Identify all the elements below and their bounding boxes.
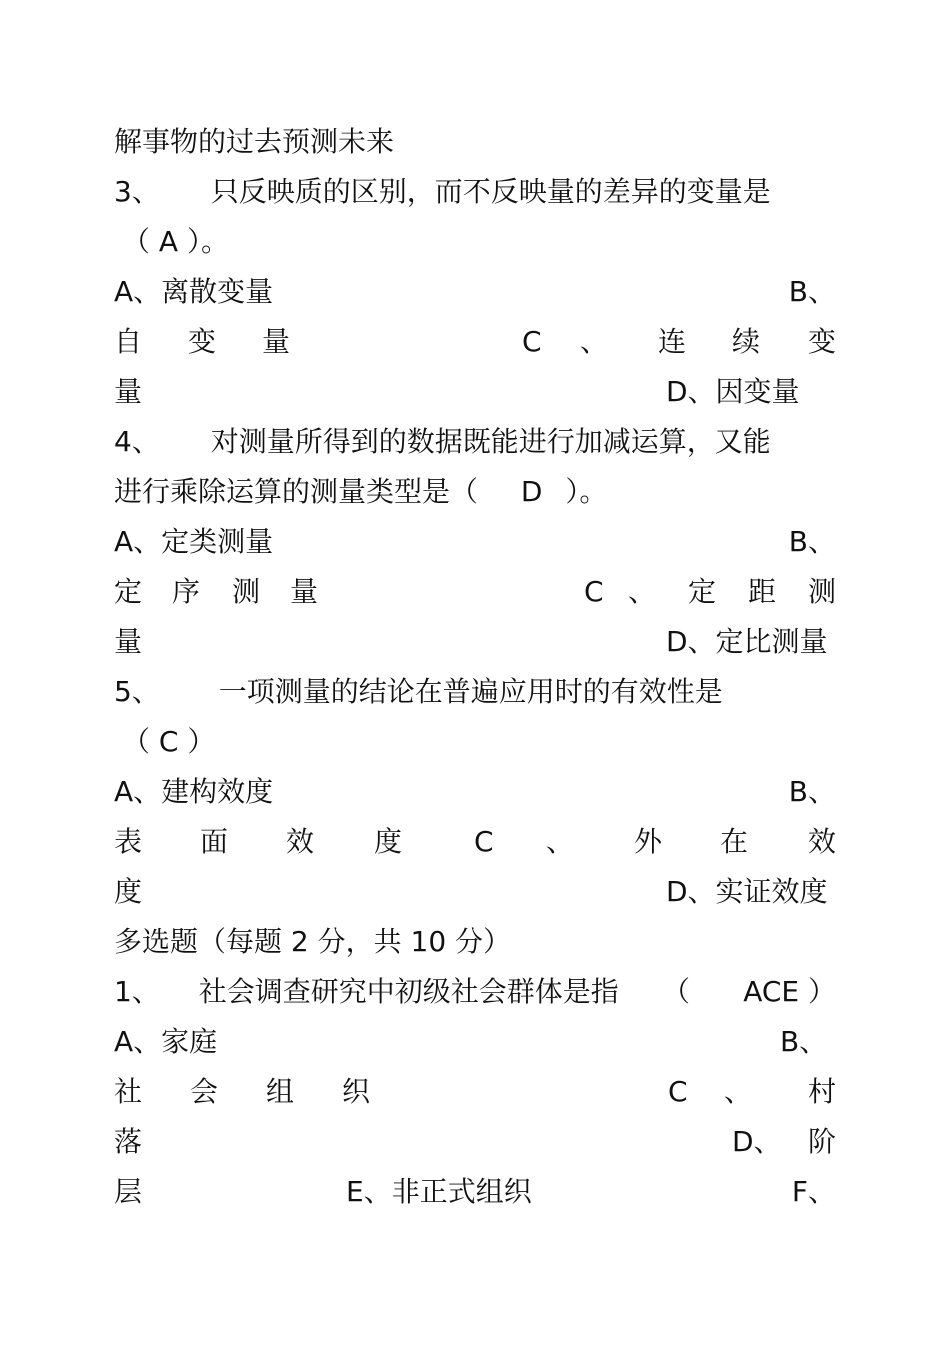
answer-open: （ (662, 975, 691, 1008)
option-b-char: 面 (200, 825, 229, 858)
option-c-label: C (584, 575, 604, 608)
answer: D (520, 475, 543, 508)
question-text: 社会调查研究中初级社会群体是指 (198, 975, 619, 1008)
answer-line (114, 722, 836, 762)
option-b-char: 度 (374, 825, 403, 858)
option-b-char: 序 (172, 575, 201, 608)
option-c-char: 定 (688, 575, 717, 608)
option-b-char: 自 (114, 325, 143, 358)
option-line (114, 272, 836, 312)
option-c-char: 、 (628, 575, 657, 608)
question-4-cont (114, 472, 836, 512)
question-text: 对测量所得到的数据既能进行加减运算，又能 (210, 425, 771, 458)
option-d: D、实证效度 (666, 875, 828, 908)
option-line (114, 1172, 836, 1212)
option-c-end: 落 (114, 1125, 143, 1158)
option-c-char: 外 (634, 825, 663, 858)
question-5 (114, 672, 836, 712)
question-4 (114, 422, 836, 462)
option-b-char: 变 (188, 325, 217, 358)
option-line (114, 622, 836, 662)
question-text: 进行乘除运算的测量类型是（ (114, 475, 479, 508)
option-c-char: 、 (724, 1075, 753, 1108)
question-text: 一项测量的结论在普遍应用时的有效性是 (218, 675, 723, 708)
option-c-char: 效 (808, 825, 837, 858)
option-c-label: C (668, 1075, 688, 1108)
option-a: A、建构效度 (114, 775, 274, 808)
option-c-char: 在 (720, 825, 749, 858)
option-d-char: 阶 (808, 1125, 837, 1158)
option-b-label: B、 (788, 525, 836, 558)
option-c-char: 测 (808, 575, 837, 608)
option-line (114, 772, 836, 812)
option-b-label: B、 (780, 1025, 828, 1058)
option-c-char: 连 (658, 325, 687, 358)
option-b-char: 定 (114, 575, 143, 608)
option-line (114, 822, 836, 862)
option-d-label: D、 (732, 1125, 782, 1158)
option-c-char: 续 (732, 325, 761, 358)
answer: （ C ） (122, 725, 216, 758)
option-b-char: 表 (114, 825, 143, 858)
option-b-char: 织 (342, 1075, 371, 1108)
option-b-char: 组 (266, 1075, 295, 1108)
option-b-char: 测 (232, 575, 261, 608)
option-a: A、定类测量 (114, 525, 274, 558)
answer: （ A ）。 (122, 225, 229, 258)
section-heading (114, 922, 836, 962)
question-number: 3、 (114, 175, 160, 208)
question-3 (114, 172, 836, 212)
option-b-char: 社 (114, 1075, 143, 1108)
option-c-end: 量 (114, 625, 143, 658)
answer-line (114, 222, 836, 262)
option-a: A、家庭 (114, 1025, 218, 1058)
option-line (114, 372, 836, 412)
option-c-end: 量 (114, 375, 143, 408)
option-c-char: 村 (808, 1075, 837, 1108)
option-line (114, 872, 836, 912)
option-e: E、非正式组织 (346, 1175, 532, 1208)
option-line (114, 1122, 836, 1162)
option-line (114, 322, 836, 362)
option-b-char: 量 (262, 325, 291, 358)
option-c-char: 距 (748, 575, 777, 608)
paragraph-text: 解事物的过去预测未来 (114, 125, 395, 158)
section-title: 多选题（每题 2 分，共 10 分） (114, 925, 512, 958)
option-b-char: 效 (286, 825, 315, 858)
option-c-end: 度 (114, 875, 143, 908)
option-b-label: B、 (788, 775, 836, 808)
option-f-label: F、 (791, 1175, 836, 1208)
option-c-label: C (522, 325, 542, 358)
option-line (114, 522, 836, 562)
answer: ACE ） (743, 975, 836, 1008)
text-line (114, 122, 836, 162)
option-d: D、定比测量 (666, 625, 828, 658)
option-d-end: 层 (114, 1175, 143, 1208)
question-text: 只反映质的区别，而不反映量的差异的变量是 (210, 175, 771, 208)
question-number: 5、 (114, 675, 160, 708)
option-b-char: 会 (190, 1075, 219, 1108)
option-d: D、因变量 (666, 375, 800, 408)
option-a: A、离散变量 (114, 275, 274, 308)
option-line (114, 1072, 836, 1112)
option-c-char: 、 (580, 325, 609, 358)
answer-close: ）。 (565, 475, 608, 508)
question-number: 4、 (114, 425, 160, 458)
option-b-char: 量 (290, 575, 319, 608)
option-b-label: B、 (788, 275, 836, 308)
multi-question-1 (114, 972, 836, 1012)
option-line (114, 572, 836, 612)
option-c-label: C (474, 825, 494, 858)
option-c-char: 变 (808, 325, 837, 358)
option-line (114, 1022, 836, 1062)
option-c-char: 、 (546, 825, 575, 858)
question-number: 1、 (114, 975, 160, 1008)
